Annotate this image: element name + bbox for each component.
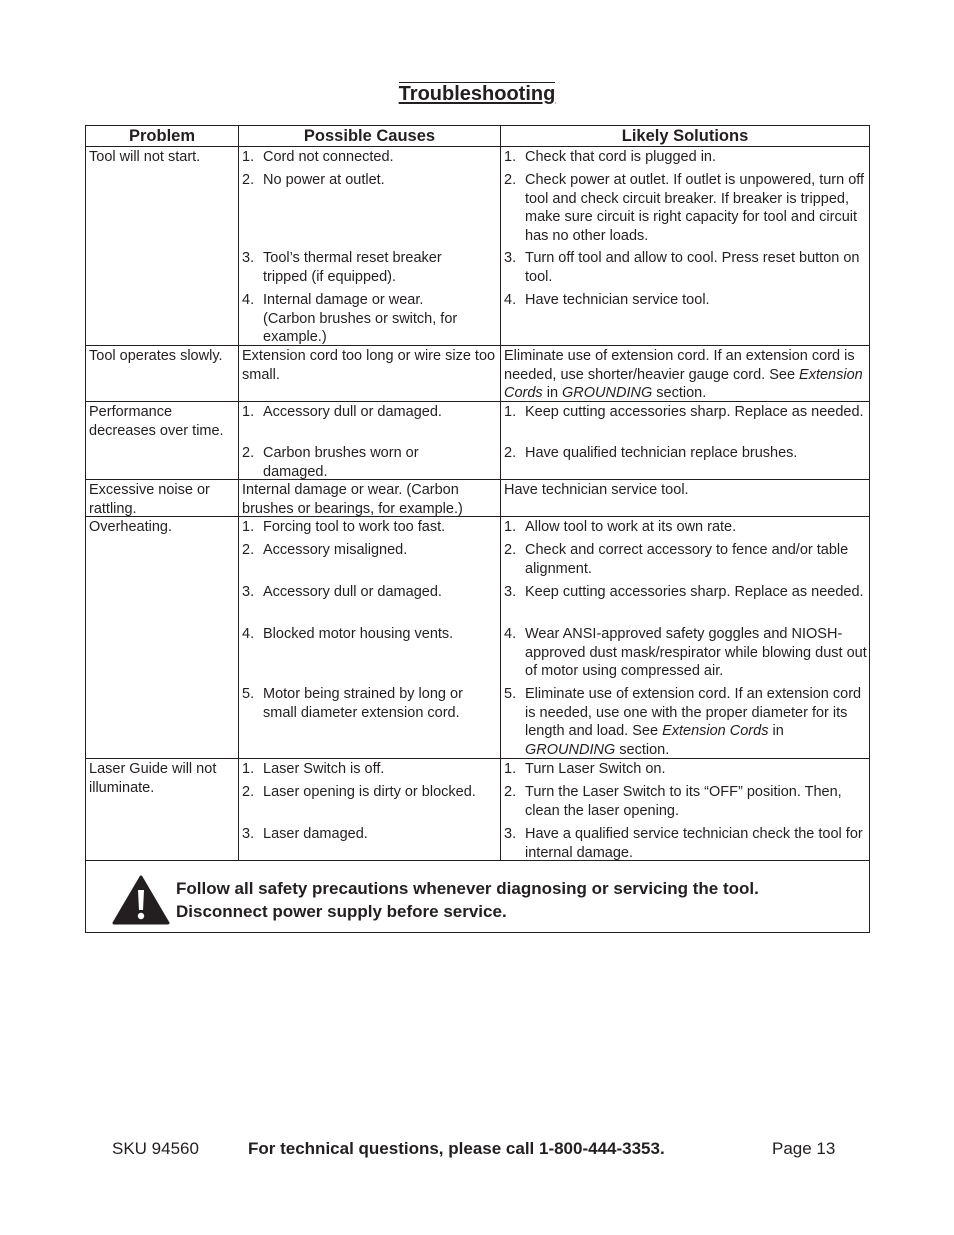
list-item: 4. Have technician service tool. [504,292,710,308]
table-row [86,346,869,402]
table-header [86,126,869,147]
page-number: Page 13 [772,1139,836,1158]
table-row [86,517,869,759]
list-item: 4. Internal damage or wear. (Carbon brushes or switch, for example.) [242,292,458,346]
causes-cell [239,147,501,345]
header-solutions: Likely Solutions [621,127,749,145]
list-item: 2. Turn the Laser Switch to its “OFF” position. Then, clean the laser opening. [504,784,842,819]
list-item: 3. Laser damaged. [242,826,368,842]
list-item: 2. No power at outlet. [242,172,385,188]
list-item: 3. Accessory dull or damaged. [242,584,442,600]
solutions-cell [501,759,869,860]
list-item: 1. Check that cord is plugged in. [504,149,717,165]
causes-cell [239,402,501,479]
list-item: 1. Cord not connected. [242,149,394,165]
list-item: 3. Have a qualified service technician check the tool for internal damage. [504,826,863,861]
problem-cell: Excessive noise or rattling. [86,480,239,516]
list-item: 4. Blocked motor housing vents. [242,626,454,642]
list-item: 2. Carbon brushes worn or damaged. [242,445,419,480]
header-problem: Problem [86,126,239,146]
solutions-cell [501,517,869,758]
problem-cell: Performance decreases over time. [86,402,239,479]
list-item: 2. Accessory misaligned. [242,542,408,558]
warning-line-2: Disconnect power supply before service. [176,902,507,921]
list-item: 1. Forcing tool to work too fast. [242,519,446,535]
list-item: 2. Check power at outlet. If outlet is unpowered, turn off tool and check circuit breaker. If breaker is tripped, make sure circuit is right capacity for tool and circuit has no other loads. [504,172,865,244]
solutions-cell [501,147,869,345]
list-item: 3. Keep cutting accessories sharp. Replace as needed. [504,584,864,600]
sku-label: SKU 94560 [112,1139,199,1158]
causes-cell: Internal damage or wear. (Carbon brushes or bearings, for example.) [239,480,501,516]
causes-cell [239,517,501,758]
troubleshooting-table [85,125,870,933]
list-item: 5. Motor being strained by long or small diameter extension cord. [242,686,463,721]
list-item: 5. Eliminate use of extension cord. If an extension cord is needed, use one with the proper diameter for its length and load. See Extension Cords in GROUNDING section. [504,686,862,758]
list-item: 4. Wear ANSI-approved safety goggles and NIOSH-approved dust mask/respirator while blowing dust out of motor using compressed air. [504,626,867,680]
causes-cell: Extension cord too long or wire size too small. [239,346,501,401]
problem-cell: Tool will not start. [86,147,239,345]
list-item: 1. Allow tool to work at its own rate. [504,519,737,535]
table-row [86,402,869,480]
warning-text [176,877,759,923]
warning-line-1: Follow all safety precautions whenever diagnosing or servicing the tool. [176,879,759,898]
header-causes: Possible Causes [239,126,501,146]
safety-warning [86,861,869,932]
problem-cell: Overheating. [86,517,239,758]
problem-cell: Laser Guide will not illuminate. [86,759,239,860]
list-item: 1. Accessory dull or damaged. [242,404,442,420]
list-item: 2. Laser opening is dirty or blocked. [242,784,476,800]
list-item: 3. Turn off tool and allow to cool. Press reset button on tool. [504,250,860,285]
table-row [86,759,869,861]
list-item: 1. Keep cutting accessories sharp. Replace as needed. [504,404,864,420]
title-text: Troubleshooting [398,83,556,105]
problem-cell: Tool operates slowly. [86,346,239,401]
solutions-cell [501,402,869,479]
tech-support-text: For technical questions, please call 1-800-444-3353. [248,1139,665,1158]
table-row [86,147,869,346]
list-item: 2. Have qualified technician replace brushes. [504,445,798,461]
table-row [86,480,869,517]
warning-triangle-icon [112,875,170,925]
list-item: 3. Tool’s thermal reset breaker tripped (if equipped). [242,250,442,285]
causes-cell [239,759,501,860]
list-item: 2. Check and correct accessory to fence and/or table alignment. [504,542,849,577]
page-title [0,83,954,106]
list-item: 1. Laser Switch is off. [242,761,385,777]
list-item: 1. Turn Laser Switch on. [504,761,666,777]
solutions-cell: Have technician service tool. [504,482,689,498]
solutions-cell: Eliminate use of extension cord. If an extension cord is needed, use shorter/heavier gauge cord. See Extension Cords in GROUNDING section. [504,348,863,402]
